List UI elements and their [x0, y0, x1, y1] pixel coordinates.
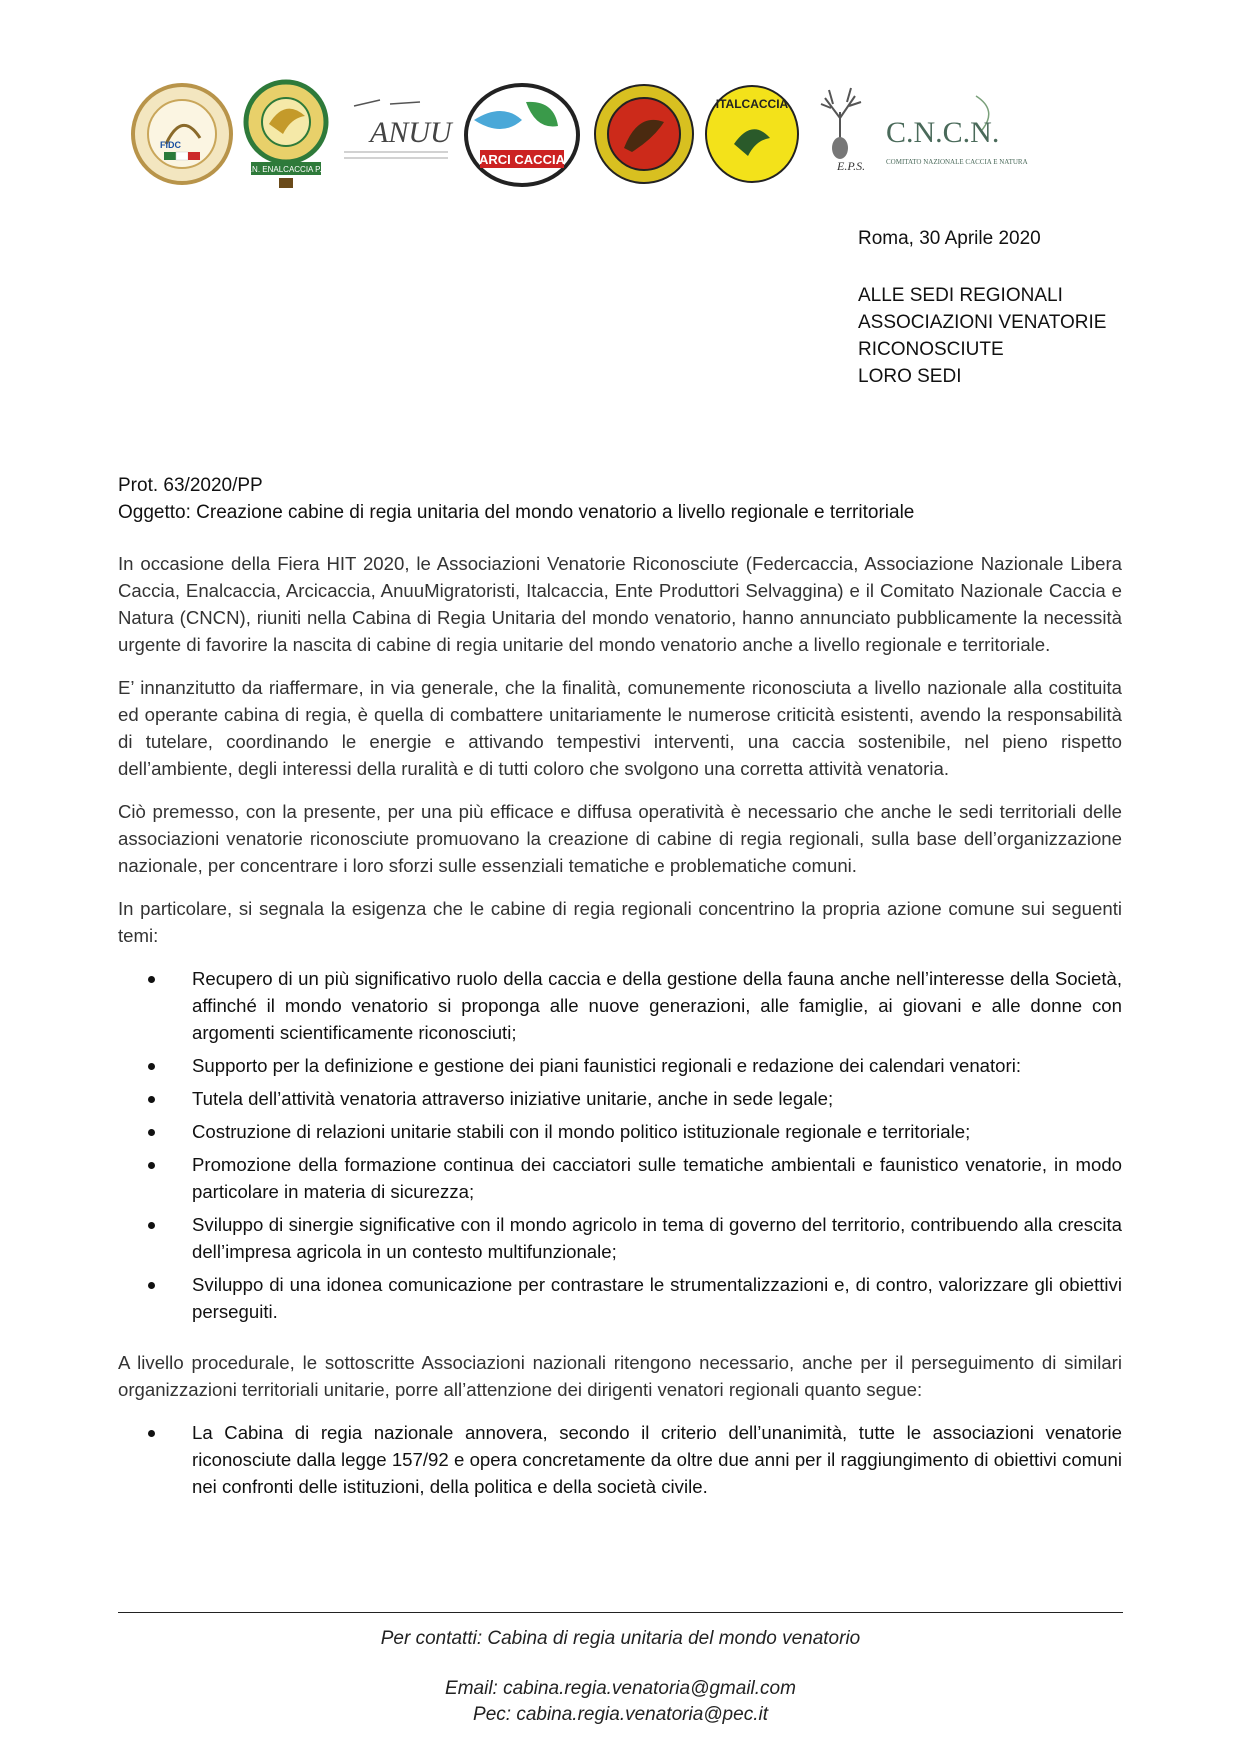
recipient-line: ALLE SEDI REGIONALI [858, 285, 1063, 306]
footer-pec: Pec: cabina.regia.venatoria@pec.it [473, 1704, 768, 1725]
footer-divider [118, 1612, 1123, 1613]
list-item: Recupero di un più significativo ruolo della caccia e della gestione della fauna anche nell’interesse della Società, affinché il mondo venatorio si proponga alle nuove generazioni, alle famiglie, ai giovani e alle donne con argomenti scientificamente riconosciuti; [118, 965, 1122, 1046]
svg-text:C.N.C.N.: C.N.C.N. [886, 116, 1000, 149]
logo-row [110, 70, 1100, 190]
body-paragraph: E’ innanzitutto da riaffermare, in via generale, che la finalità, comunemente riconosciuta a livello nazionale alla costituita ed operante cabina di regia, è quella di combattere unitariamente le numerose criticità esistenti, avendo la responsabilità di tutelare, coordinando le energie e attivando tempestivi interventi, una caccia sostenibile, nel pieno rispetto dell’ambiente, degli interessi della ruralità e di tutti coloro che svolgono una corretta attività venatoria. [118, 677, 1122, 779]
cncn-logo [878, 90, 1028, 172]
svg-text:ANUU: ANUU [370, 116, 452, 149]
anuu-logo [340, 100, 452, 170]
bullet-icon [148, 1282, 155, 1289]
italcaccia-logo [704, 84, 800, 184]
recipient-block [858, 282, 1106, 390]
bullet-icon [148, 1162, 155, 1169]
list-item: Costruzione di relazioni unitarie stabili con il mondo politico istituzionale regionale e territoriale; [118, 1118, 1122, 1145]
topics-list [118, 965, 1122, 1325]
letter-date: Roma, 30 Aprile 2020 [858, 228, 1041, 249]
arcicaccia-logo [462, 80, 582, 190]
recipient-line: ASSOCIAZIONI VENATORIE [858, 312, 1107, 333]
svg-text:U.N. ENALCACCIA P.T.: U.N. ENALCACCIA P.T. [244, 165, 328, 174]
protocol-number: Prot. 63/2020/PP [118, 475, 263, 496]
list-item: Supporto per la definizione e gestione dei piani faunistici regionali e redazione dei calendari venatori: [118, 1052, 1122, 1079]
list-item: Tutela dell’attività venatoria attraverso iniziative unitarie, anche in sede legale; [118, 1085, 1122, 1112]
svg-text:ITALCACCIA: ITALCACCIA [715, 97, 789, 111]
recipient-line: LORO SEDI [858, 366, 962, 387]
body-paragraph: A livello procedurale, le sottoscritte Associazioni nazionali ritengono necessario, anche per il perseguimento di similari organizzazioni territoriali unitarie, porre all’attenzione dei dirigenti venatori regionali quanto segue: [118, 1352, 1122, 1400]
bullet-icon [148, 1222, 155, 1229]
list-item: Promozione della formazione continua dei cacciatori sulle tematiche ambientali e faunistico venatorie, in modo particolare in materia di sicurezza; [118, 1151, 1122, 1205]
federcaccia-logo [130, 82, 234, 186]
list-item: Sviluppo di sinergie significative con il mondo agricolo in tema di governo del territorio, contribuendo alla crescita dell’impresa agricola in un contesto multifunzionale; [118, 1211, 1122, 1265]
bullet-icon [148, 1129, 155, 1136]
body-paragraph: Ciò premesso, con la presente, per una più efficace e diffusa operatività è necessario che anche le sedi territoriali delle associazioni venatorie riconosciute promuovano la creazione di cabine di regia regionali, sulla base dell’organizzazione nazionale, per concentrare i loro sforzi sulle essenziali tematiche e problematiche comuni. [118, 801, 1122, 876]
footer-email: Email: cabina.regia.venatoria@gmail.com [445, 1678, 796, 1699]
list-item: La Cabina di regia nazionale annovera, secondo il criterio dell’unanimità, tutte le associazioni venatorie riconosciute dalla legge 157/92 e opera concretamente da oltre due anni per il raggiungimento di obiettivi comuni nei confronti delle istituzioni, della politica e della società civile. [118, 1419, 1122, 1500]
list-item: Sviluppo di una idonea comunicazione per contrastare le strumentalizzazioni e, di contro, valorizzare gli obiettivi perseguiti. [118, 1271, 1122, 1325]
svg-text:ARCI CACCIA: ARCI CACCIA [479, 152, 565, 167]
bullet-icon [148, 976, 155, 983]
anlc-logo [592, 82, 696, 186]
letter-subject: Oggetto: Creazione cabine di regia unitaria del mondo venatorio a livello regionale e territoriale [118, 502, 915, 523]
body-paragraph: In particolare, si segnala la esigenza che le cabine di regia regionali concentrino la propria azione comune sui seguenti temi: [118, 898, 1122, 946]
svg-text:COMITATO NAZIONALE CACCIA E NA: COMITATO NAZIONALE CACCIA E NATURA [886, 158, 1028, 166]
enalcaccia-logo [243, 76, 329, 192]
bullet-icon [148, 1430, 155, 1437]
procedural-list [118, 1419, 1122, 1500]
svg-text:FIDC: FIDC [160, 140, 181, 150]
body-paragraph: In occasione della Fiera HIT 2020, le Associazioni Venatorie Riconosciute (Federcaccia, Associazione Nazionale Libera Caccia, Enalcaccia, Arcicaccia, AnuuMigratoristi, Italcaccia, Ente Produttori Selvaggina) e il Comitato Nazionale Caccia e Natura (CNCN), riuniti nella Cabina di Regia Unitaria del mondo venatorio, hanno annunciato pubblicamente la necessità urgente di favorire la nascita di cabine di regia unitarie del mondo venatorio anche a livello regionale e territoriale. [118, 553, 1122, 655]
bullet-icon [148, 1063, 155, 1070]
bullet-icon [148, 1096, 155, 1103]
eps-logo [807, 84, 873, 174]
footer-contacts: Per contatti: Cabina di regia unitaria del mondo venatorio [380, 1628, 861, 1649]
letter-body [118, 550, 1122, 1524]
recipient-line: RICONOSCIUTE [858, 339, 1004, 360]
svg-text:E.P.S.: E.P.S. [837, 159, 866, 173]
